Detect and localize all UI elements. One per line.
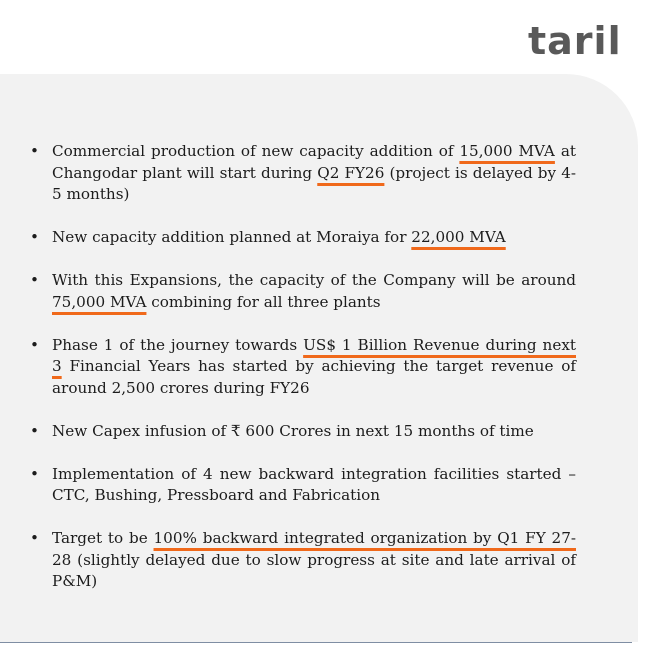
bullet-dot: • [30,271,39,289]
bullet-dot: • [30,335,39,354]
bullet-item: • With this Expansions, the capacity of the Company will be around 75,000 MVA combining for all three plants [30,271,576,311]
bullet-dot: • [30,228,39,246]
bullet-dot: • [30,464,39,483]
footer-divider [0,642,632,643]
bullet-item: • New Capex infusion of ₹ 600 Crores in next 15 months of time [28,421,576,443]
highlight: 100% backward integrated organization by Q1 FY 27- [153,529,576,547]
taril-logo: taril [528,19,622,63]
bullet-item: • New capacity addition planned at Moraiya for 22,000 MVA [28,227,576,249]
bullet-item: • Phase 1 of the journey towards US$ 1 Billion Revenue during next 3 Financial Years has started by achieving the target revenue of around 2,500 crores during FY26 [30,335,576,397]
bullet-item: • Commercial production of new capacity addition of 15,000 MVA at Changodar plant will start during Q2 FY26 (project is delayed by 4-5 months) [30,142,576,203]
bullet-dot: • [30,529,39,547]
bullet-item: • Target to be 100% backward integrated organization by Q1 FY 27-28 (slightly delayed due to slow progress at site and late arrival of P&M) [30,529,576,590]
bullet-dot: • [30,421,39,440]
highlight: 75,000 MVA [52,292,147,311]
highlight: 22,000 MVA [411,228,506,246]
bullet-dot: • [30,142,39,160]
bullet-list [28,141,576,614]
highlight: Q2 FY26 [317,163,385,182]
highlight: 15,000 MVA [459,142,555,160]
highlight: US$ 1 Billion Revenue during next 3 [52,335,576,375]
bullet-item: • Implementation of 4 new backward integration facilities started – CTC, Bushing, Pressboard and Fabrication [30,464,576,504]
